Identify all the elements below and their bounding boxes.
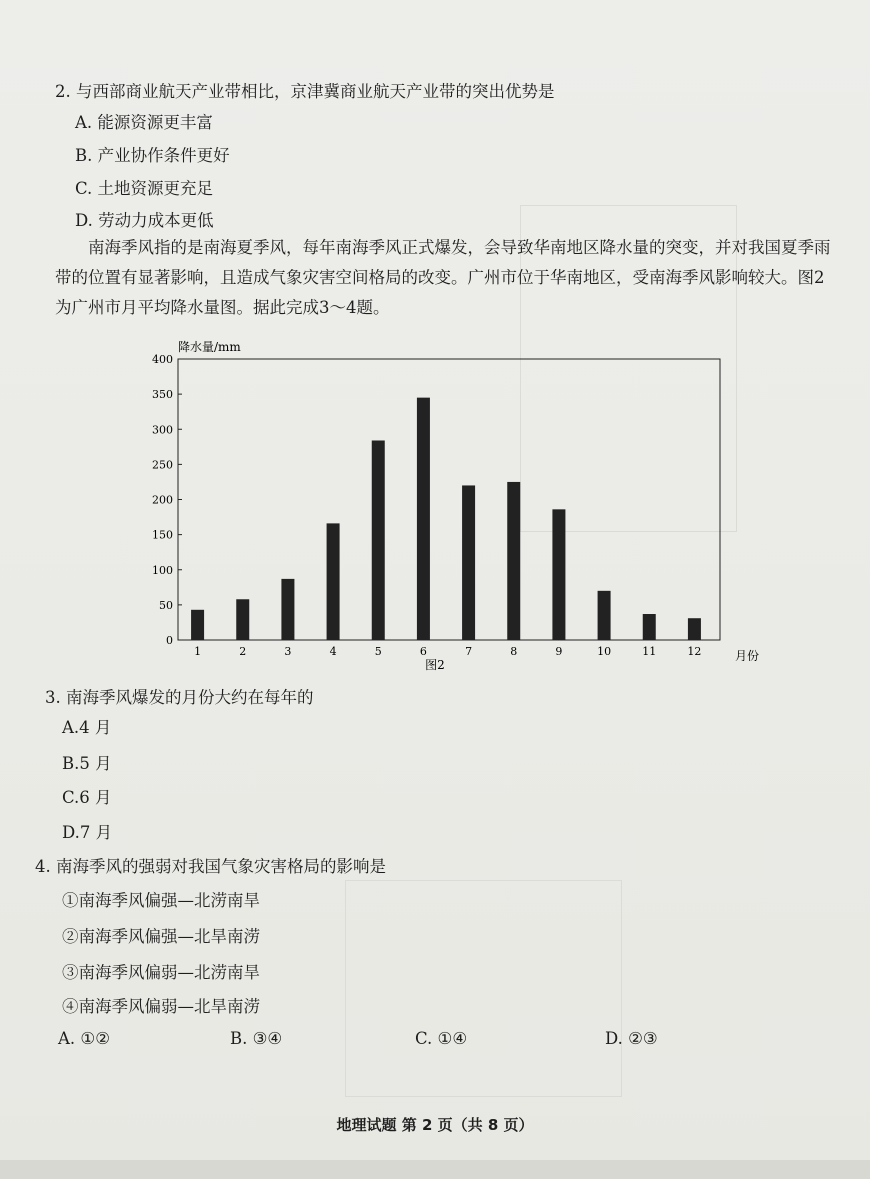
y-tick-label: 350 [152, 388, 173, 402]
plot-frame [178, 359, 720, 640]
q4-statement-4: ④南海季风偏弱—北旱南涝 [62, 997, 260, 1016]
q2-option-b[interactable]: B. 产业协作条件更好 [75, 146, 230, 165]
x-tick-label: 3 [284, 645, 292, 658]
x-tick-label: 2 [239, 645, 247, 658]
q4-statement-2: ②南海季风偏强—北旱南涝 [62, 927, 260, 946]
q3-option-d[interactable]: D.7 月 [62, 823, 113, 842]
q4-option-d[interactable]: D. ②③ [605, 1029, 658, 1048]
q2-option-d[interactable]: D. 劳动力成本更低 [75, 211, 214, 230]
q4-statement-1: ①南海季风偏强—北涝南旱 [62, 891, 260, 910]
q3-option-b[interactable]: B.5 月 [62, 754, 112, 773]
precipitation-bar-chart [130, 335, 780, 680]
q2-stem: 2. 与西部商业航天产业带相比，京津冀商业航天产业带的突出优势是 [55, 82, 555, 101]
q4-statement-3: ③南海季风偏弱—北涝南旱 [62, 963, 260, 982]
x-tick-label: 9 [555, 645, 563, 658]
x-tick-label: 4 [329, 645, 337, 658]
bar-month-1 [191, 610, 204, 640]
bar-month-6 [417, 398, 430, 640]
x-tick-label: 10 [597, 645, 612, 658]
q4-option-b[interactable]: B. ③④ [230, 1029, 283, 1048]
x-tick-label: 5 [374, 645, 382, 658]
material-paragraph: 南海季风指的是南海夏季风，每年南海季风正式爆发，会导致华南地区降水量的突变，并对我国夏季雨带的位置有显著影响，且造成气象灾害空间格局的改变。广州市位于华南地区，受南海季风影响较大。图2为广州市月平均降水量图。据此完成3～4题。 [55, 238, 831, 317]
bar-month-4 [327, 523, 340, 640]
q4-option-c[interactable]: C. ①④ [415, 1029, 468, 1048]
x-tick-label: 1 [194, 645, 202, 658]
y-tick-label: 250 [152, 458, 173, 472]
bar-month-3 [281, 579, 294, 640]
q4-stem: 4. 南海季风的强弱对我国气象灾害格局的影响是 [35, 857, 386, 876]
q4-option-a[interactable]: A. ①② [58, 1029, 110, 1048]
page-footer: 地理试题 第 2 页（共 8 页） [336, 1116, 534, 1134]
y-tick-label: 150 [152, 528, 173, 542]
bar-month-11 [643, 614, 656, 640]
bar-month-10 [598, 591, 611, 640]
bar-month-8 [507, 482, 520, 640]
x-tick-label: 11 [642, 645, 657, 658]
y-tick-label: 50 [159, 598, 173, 612]
q2-option-c[interactable]: C. 土地资源更充足 [75, 179, 214, 198]
x-tick-label: 6 [419, 645, 427, 658]
x-axis-label: 月份 [735, 649, 760, 663]
bar-month-5 [372, 440, 385, 640]
bar-month-9 [552, 509, 565, 640]
y-tick-label: 200 [152, 493, 173, 507]
bar-month-2 [236, 599, 249, 640]
q2-option-a[interactable]: A. 能源资源更丰富 [75, 113, 213, 132]
y-tick-label: 100 [152, 563, 173, 577]
q3-option-a[interactable]: A.4 月 [62, 718, 112, 737]
scan-edge [0, 1160, 870, 1179]
bar-month-7 [462, 485, 475, 640]
y-tick-label: 0 [166, 634, 173, 647]
y-tick-label: 300 [152, 423, 173, 437]
x-tick-label: 8 [510, 645, 518, 658]
y-tick-label: 400 [152, 353, 173, 366]
q3-option-c[interactable]: C.6 月 [62, 788, 112, 807]
bar-month-12 [688, 618, 701, 640]
chart-caption: 图2 [425, 658, 445, 672]
x-tick-label: 12 [687, 645, 702, 658]
x-tick-label: 7 [465, 645, 473, 658]
y-axis-label: 降水量/mm [178, 340, 241, 354]
q3-stem: 3. 南海季风爆发的月份大约在每年的 [45, 688, 314, 707]
bleed-through-map [345, 880, 622, 1097]
